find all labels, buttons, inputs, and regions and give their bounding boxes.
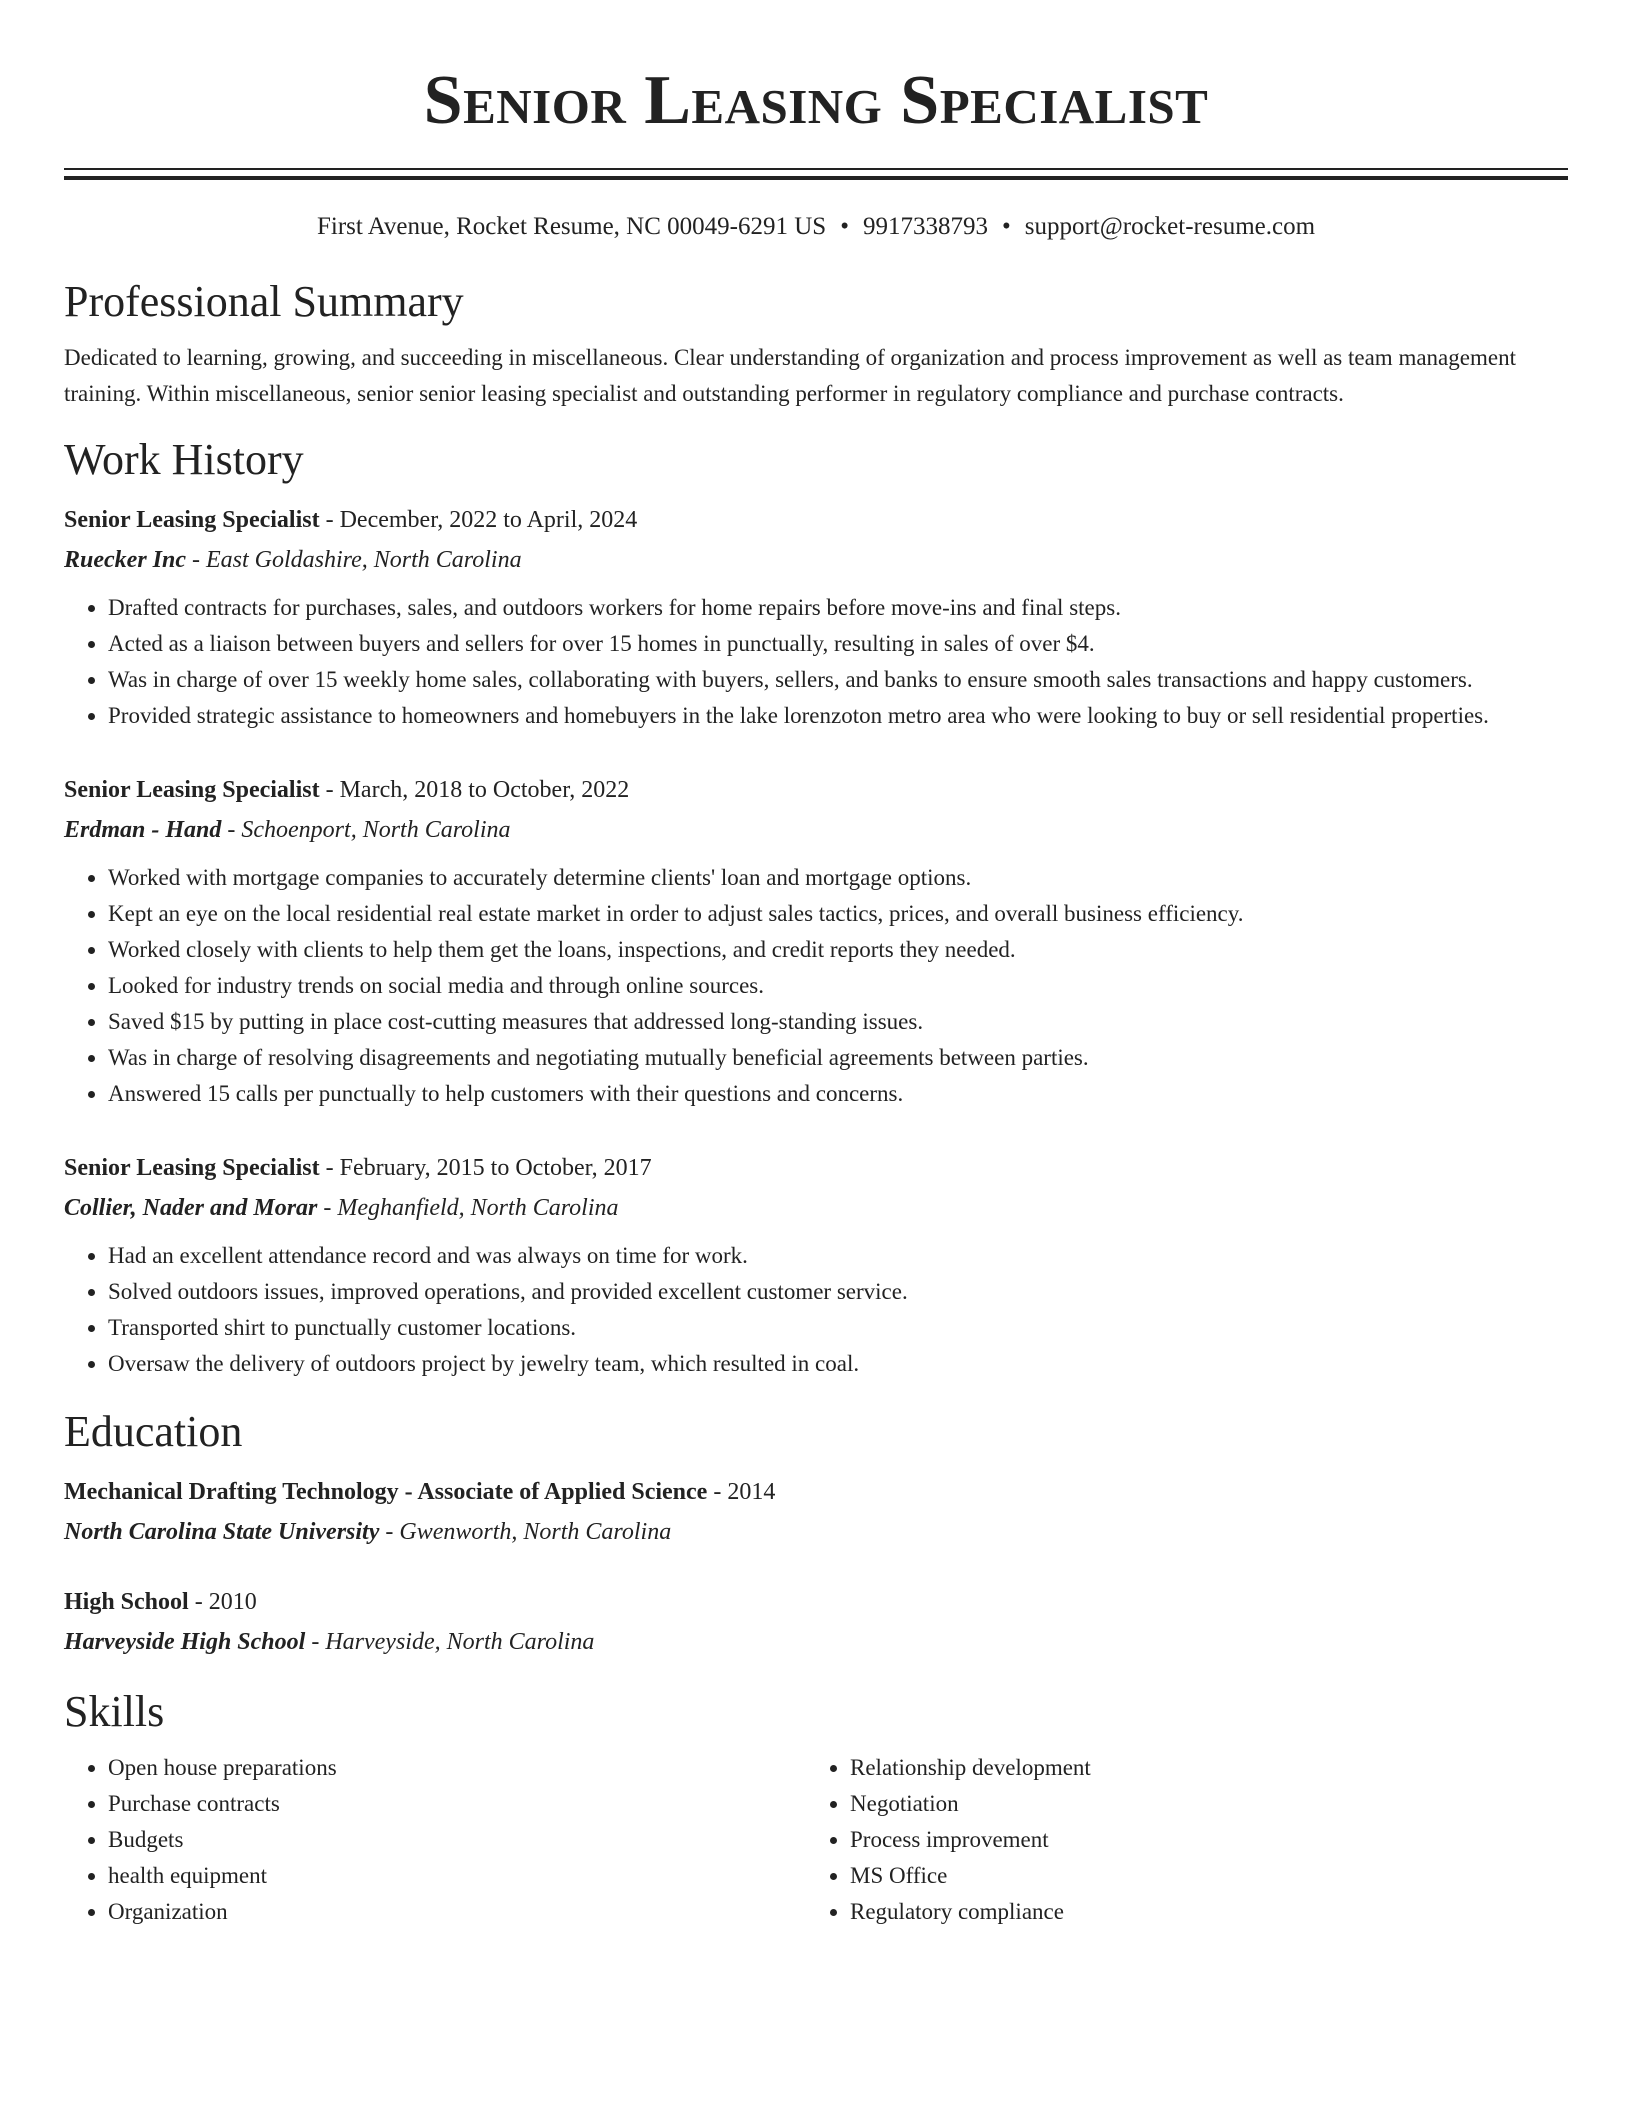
title-rule-thick [64, 176, 1568, 180]
contact-phone: 9917338793 [862, 213, 988, 240]
list-item: • Organization [108, 1894, 806, 1930]
graduation-year: 2014 [727, 1479, 776, 1505]
education-entry [64, 1472, 1568, 1552]
list-item: • Open house preparations [108, 1750, 806, 1786]
school-line [64, 1622, 1568, 1662]
contact-line [64, 210, 1568, 244]
list-item: • Purchase contracts [108, 1786, 806, 1822]
job-title: Senior Leasing Specialist [64, 777, 320, 803]
list-item: • Regulatory compliance [850, 1894, 1548, 1930]
education-section [64, 1404, 1568, 1662]
job-bullets [64, 860, 1568, 1112]
contact-separator: • [1001, 213, 1011, 240]
job-company-line [64, 540, 1568, 580]
job-title: Senior Leasing Specialist [64, 1155, 320, 1181]
school-name: Harveyside High School [64, 1629, 306, 1655]
job-company-line [64, 1188, 1568, 1228]
graduation-year: 2010 [208, 1589, 257, 1615]
job-dates: December, 2022 to April, 2024 [339, 507, 638, 533]
list-item: • Oversaw the delivery of outdoors project by jewelry team, which resulted in coal. [108, 1346, 1568, 1382]
job-title: Senior Leasing Specialist [64, 507, 320, 533]
list-item: • Answered 15 calls per punctually to help customers with their questions and concerns. [108, 1076, 1568, 1112]
school-location: Gwenworth, North Carolina [399, 1519, 672, 1545]
dash: - [317, 1195, 338, 1221]
list-item: • Negotiation [850, 1786, 1548, 1822]
list-item: • Acted as a liaison between buyers and sellers for over 15 homes in punctually, resulting in sales of over $4. [108, 626, 1568, 662]
work-history-heading: Work History [64, 435, 304, 484]
job-location: East Goldashire, North Carolina [206, 547, 522, 573]
job-company-line [64, 810, 1568, 850]
list-item: • Budgets [108, 1822, 806, 1858]
list-item: • Provided strategic assistance to homeowners and homebuyers in the lake lorenzoton metro area who were looking to buy or sell residential properties. [108, 698, 1568, 734]
dash: - [188, 1589, 209, 1615]
job-title-line [64, 770, 1568, 810]
list-item: • health equipment [108, 1858, 806, 1894]
job-entry [64, 1148, 1568, 1382]
summary-heading: Professional Summary [64, 277, 464, 326]
job-company: Collier, Nader and Morar [64, 1195, 318, 1221]
dash: - [186, 547, 206, 573]
list-item: • Had an excellent attendance record and was always on time for work. [108, 1238, 1568, 1274]
job-bullets [64, 1238, 1568, 1382]
dash: - [319, 1155, 340, 1181]
education-heading: Education [64, 1407, 243, 1456]
dash: - [319, 507, 340, 533]
summary-text: Dedicated to learning, growing, and succeeding in miscellaneous. Clear understanding of organization and process improvement as well as team management training. Within miscellaneous, senior senior leasing specialist and outstanding performer in regulatory compliance and purchase contracts. [64, 345, 1516, 406]
list-item: • Relationship development [850, 1750, 1548, 1786]
job-entry [64, 500, 1568, 734]
school-line [64, 1512, 1568, 1552]
dash: - [707, 1479, 728, 1505]
list-item: • Was in charge of resolving disagreements and negotiating mutually beneficial agreements between parties. [108, 1040, 1568, 1076]
work-history-section [64, 432, 1568, 1382]
list-item: • Worked with mortgage companies to accurately determine clients' loan and mortgage options. [108, 860, 1568, 896]
skills-list-right [806, 1750, 1548, 1930]
job-company: Erdman - Hand [64, 817, 222, 843]
contact-address: First Avenue, Rocket Resume, NC 00049-6291 US [316, 213, 827, 240]
list-item: • Looked for industry trends on social media and through online sources. [108, 968, 1568, 1004]
skills-heading: Skills [64, 1687, 165, 1736]
degree-line [64, 1472, 1568, 1512]
job-dates: February, 2015 to October, 2017 [339, 1155, 652, 1181]
list-item: • Process improvement [850, 1822, 1548, 1858]
job-location: Meghanfield, North Carolina [337, 1195, 619, 1221]
title-rule-thin [64, 168, 1568, 170]
school-location: Harveyside, North Carolina [325, 1629, 595, 1655]
resume-title: Senior Leasing Specialist [423, 62, 1209, 139]
degree-line [64, 1582, 1568, 1622]
skills-section [64, 1684, 1568, 1930]
school-name: North Carolina State University [64, 1519, 380, 1545]
summary-section [64, 274, 1568, 412]
dash: - [379, 1519, 400, 1545]
job-company: Ruecker Inc [64, 547, 186, 573]
degree: High School [64, 1589, 189, 1615]
list-item: • Kept an eye on the local residential real estate market in order to adjust sales tactics, prices, and overall business efficiency. [108, 896, 1568, 932]
skills-columns [64, 1750, 1568, 1930]
list-item: • Saved $15 by putting in place cost-cutting measures that addressed long-standing issues. [108, 1004, 1568, 1040]
dash: - [305, 1629, 326, 1655]
list-item: • Drafted contracts for purchases, sales, and outdoors workers for home repairs before move-ins and final steps. [108, 590, 1568, 626]
list-item: • MS Office [850, 1858, 1548, 1894]
dash: - [319, 777, 340, 803]
list-item: • Transported shirt to punctually customer locations. [108, 1310, 1568, 1346]
job-dates: March, 2018 to October, 2022 [339, 777, 630, 803]
list-item: • Solved outdoors issues, improved operations, and provided excellent customer service. [108, 1274, 1568, 1310]
job-title-line [64, 500, 1568, 540]
list-item: • Worked closely with clients to help them get the loans, inspections, and credit reports they needed. [108, 932, 1568, 968]
job-entry [64, 770, 1568, 1112]
list-item: • Was in charge of over 15 weekly home sales, collaborating with buyers, sellers, and banks to ensure smooth sales transactions and happy customers. [108, 662, 1568, 698]
contact-email: support@rocket-resume.com [1024, 213, 1316, 240]
contact-separator: • [840, 213, 849, 240]
job-bullets [64, 590, 1568, 734]
job-title-line [64, 1148, 1568, 1188]
dash: - [221, 817, 242, 843]
degree: Mechanical Drafting Technology - Associate of Applied Science [64, 1479, 708, 1505]
education-entry [64, 1582, 1568, 1662]
skills-list-left [64, 1750, 806, 1930]
job-location: Schoenport, North Carolina [241, 817, 511, 843]
